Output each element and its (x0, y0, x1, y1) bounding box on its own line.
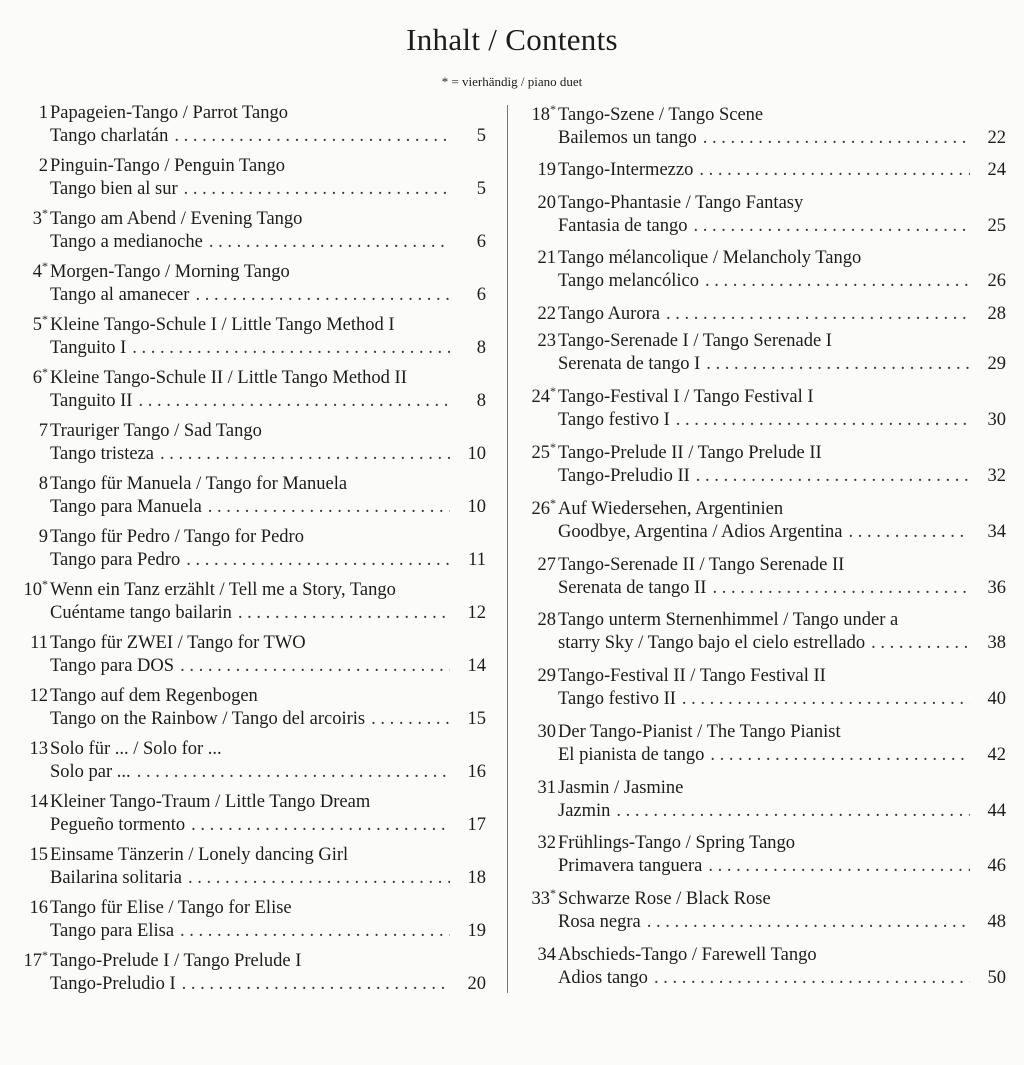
duet-legend: * = vierhändig / piano duet (441, 74, 583, 89)
dot-leader (371, 708, 450, 731)
entry-subtitle: Tango melancólico (558, 271, 699, 291)
entry-number: 33* (531, 885, 556, 909)
toc-entry (14, 738, 486, 784)
toc-entry (14, 844, 486, 890)
entry-number: 21 (537, 248, 556, 268)
duet-marker: * (550, 101, 556, 116)
entry-number: 31 (537, 778, 556, 798)
entry-subtitle: Jazmin (558, 801, 611, 821)
page-number: 29 (987, 354, 1006, 374)
toc-entry (14, 258, 486, 307)
page-number: 18 (467, 868, 486, 888)
entry-title: Abschieds-Tango / Farewell Tango (558, 945, 817, 965)
dot-leader (647, 911, 970, 934)
entry-subtitle: Tango tristeza (50, 444, 155, 464)
dot-leader (195, 284, 450, 307)
entry-title: Papageien-Tango / Parrot Tango (50, 103, 289, 123)
entry-subtitle: Bailarina solitaria (50, 868, 183, 888)
toc-entry (522, 665, 1006, 711)
entry-number: 28 (537, 610, 556, 630)
duet-marker: * (42, 364, 48, 379)
column-divider (507, 105, 508, 993)
entry-title: Der Tango-Pianist / The Tango Pianist (558, 722, 841, 742)
page-number: 34 (987, 522, 1006, 542)
entry-subtitle: Pegueño tormento (50, 815, 186, 835)
page-number: 14 (467, 656, 486, 676)
duet-marker: * (42, 947, 48, 962)
entry-subtitle: Goodbye, Argentina / Adios Argentina (558, 522, 843, 542)
entry-number: 5* (32, 311, 48, 335)
toc-entry (522, 439, 1006, 488)
page-number: 24 (987, 160, 1006, 180)
entry-title: Tango-Festival I / Tango Festival I (558, 387, 814, 407)
page-number: 8 (476, 391, 486, 411)
entry-subtitle: Tango-Preludio I (50, 974, 176, 994)
entry-title: Tango für ZWEI / Tango for TWO (50, 633, 306, 653)
entry-number: 29 (537, 666, 556, 686)
page-number: 30 (987, 410, 1006, 430)
dot-leader (208, 496, 450, 519)
page-number: 16 (467, 762, 486, 782)
page-number: 46 (987, 856, 1006, 876)
page-number: 6 (476, 285, 486, 305)
dot-leader (180, 920, 450, 943)
duet-marker: * (42, 258, 48, 273)
entry-title: Jasmin / Jasmine (558, 778, 684, 798)
page-number: 26 (987, 271, 1006, 291)
toc-entry (522, 609, 1006, 655)
entry-title: Tango für Pedro / Tango for Pedro (50, 527, 304, 547)
toc-entry (522, 777, 1006, 823)
entry-subtitle: Tango al amanecer (50, 285, 190, 305)
entry-subtitle: Cuéntame tango bailarin (50, 603, 232, 623)
entry-subtitle: Tango festivo II (558, 689, 676, 709)
toc-entry (14, 947, 486, 996)
dot-leader (706, 353, 970, 376)
toc-entry (14, 205, 486, 254)
duet-marker: * (550, 495, 556, 510)
toc-entry (522, 247, 1006, 293)
entry-subtitle: Tango on the Rainbow / Tango del arcoiris (50, 709, 366, 729)
duet-marker: * (550, 383, 556, 398)
entry-title: Kleine Tango-Schule II / Little Tango Method II (50, 368, 407, 388)
page-number: 20 (467, 974, 486, 994)
dot-leader (180, 655, 450, 678)
toc-entry (522, 383, 1006, 432)
entry-number: 19 (537, 160, 556, 180)
entry-subtitle: Tango festivo I (558, 410, 670, 430)
toc-entry (14, 364, 486, 413)
dot-leader (186, 549, 450, 572)
entry-title: Tango-Prelude II / Tango Prelude II (558, 443, 822, 463)
toc-entry (14, 791, 486, 837)
page-number: 40 (987, 689, 1006, 709)
entry-subtitle: Tango para Manuela (50, 497, 202, 517)
page-number: 48 (987, 912, 1006, 932)
dot-leader (137, 761, 450, 784)
toc-entry (522, 554, 1006, 600)
page-number: 5 (476, 179, 486, 199)
entry-title: Tango-Szene / Tango Scene (558, 105, 764, 125)
toc-entry (522, 495, 1006, 544)
entry-title: Tango Aurora (558, 304, 660, 324)
entry-number: 27 (537, 555, 556, 575)
entry-title: Auf Wiedersehen, Argentinien (558, 499, 784, 519)
dot-leader (188, 867, 450, 890)
entry-number: 34 (537, 945, 556, 965)
entry-title: Wenn ein Tanz erzählt / Tell me a Story, Tango (50, 580, 396, 600)
dot-leader (676, 409, 970, 432)
entry-number: 4* (32, 258, 48, 282)
page-number: 25 (987, 216, 1006, 236)
entry-number: 13 (29, 739, 48, 759)
entry-number: 15 (29, 845, 48, 865)
page-number: 12 (467, 603, 486, 623)
entry-subtitle: Solo par ... (50, 762, 131, 782)
dot-leader (708, 855, 970, 878)
entry-number: 32 (537, 833, 556, 853)
toc-entry (522, 101, 1006, 150)
entry-subtitle: Fantasia de tango (558, 216, 688, 236)
page-number: 10 (467, 497, 486, 517)
entry-number: 12 (29, 686, 48, 706)
entry-title: Morgen-Tango / Morning Tango (50, 262, 290, 282)
entry-number: 1 (38, 103, 48, 123)
entry-title: Tango unterm Sternenhimmel / Tango under a (558, 610, 899, 630)
entry-title: Tango-Serenade I / Tango Serenade I (558, 331, 832, 351)
entry-number: 30 (537, 722, 556, 742)
toc-entry (14, 155, 486, 201)
entry-title: Frühlings-Tango / Spring Tango (558, 833, 796, 853)
dot-leader (654, 967, 970, 990)
entry-subtitle: Tango charlatán (50, 126, 169, 146)
entry-subtitle: Rosa negra (558, 912, 641, 932)
page-number: 32 (987, 466, 1006, 486)
page-number: 38 (987, 633, 1006, 653)
entry-subtitle: Tango para Elisa (50, 921, 175, 941)
duet-marker: * (550, 885, 556, 900)
entry-subtitle: Tanguito II (50, 391, 133, 411)
dot-leader (712, 577, 970, 600)
page-title: Inhalt / Contents (406, 22, 618, 57)
entry-subtitle: Bailemos un tango (558, 128, 697, 148)
page-number: 44 (987, 801, 1006, 821)
page-number: 8 (476, 338, 486, 358)
entry-subtitle: Serenata de tango I (558, 354, 701, 374)
page-number: 50 (987, 968, 1006, 988)
dot-leader (710, 744, 970, 767)
entry-number: 9 (38, 527, 48, 547)
entry-title: Pinguin-Tango / Penguin Tango (50, 156, 285, 176)
toc-entry (522, 330, 1006, 376)
entry-title: Tango-Serenade II / Tango Serenade II (558, 555, 845, 575)
entry-title: Solo für ... / Solo for ... (50, 739, 222, 759)
page-number: 17 (467, 815, 486, 835)
entry-subtitle: Adios tango (558, 968, 648, 988)
entry-subtitle: Tango para Pedro (50, 550, 181, 570)
page-number: 19 (467, 921, 486, 941)
entry-number: 7 (38, 421, 48, 441)
toc-entry (14, 311, 486, 360)
dot-leader (696, 465, 970, 488)
page-number: 22 (987, 128, 1006, 148)
dot-leader (703, 127, 970, 150)
entry-number: 3* (32, 205, 48, 229)
entry-title: Einsame Tänzerin / Lonely dancing Girl (50, 845, 349, 865)
entry-number: 26* (531, 495, 556, 519)
dot-leader (682, 688, 970, 711)
duet-marker: * (42, 205, 48, 220)
duet-marker: * (42, 576, 48, 591)
page-number: 5 (476, 126, 486, 146)
toc-entry (14, 685, 486, 731)
page-number: 6 (476, 232, 486, 252)
entry-number: 10* (23, 576, 48, 600)
dot-leader (191, 814, 450, 837)
entry-title: Schwarze Rose / Black Rose (558, 889, 771, 909)
entry-subtitle: Tango para DOS (50, 656, 175, 676)
entry-subtitle: Tango-Preludio II (558, 466, 690, 486)
entry-number: 16 (29, 898, 48, 918)
duet-marker: * (42, 311, 48, 326)
page-number: 28 (987, 304, 1006, 324)
toc-entry (522, 192, 1006, 238)
toc-entry (14, 102, 486, 148)
dot-leader (693, 215, 970, 238)
entry-title: Kleiner Tango-Traum / Little Tango Dream (50, 792, 371, 812)
dot-leader (666, 303, 970, 326)
page-number: 10 (467, 444, 486, 464)
toc-entry (14, 526, 486, 572)
toc-entry (522, 832, 1006, 878)
entry-title: Tango-Phantasie / Tango Fantasy (558, 193, 804, 213)
entry-title: Tango auf dem Regenbogen (50, 686, 258, 706)
toc-entry (14, 576, 486, 625)
entry-subtitle: Primavera tanguera (558, 856, 703, 876)
entry-title: Tango für Elise / Tango for Elise (50, 898, 292, 918)
toc-entry (14, 420, 486, 466)
dot-leader (160, 443, 450, 466)
entry-number: 2 (38, 156, 48, 176)
entry-number: 18* (531, 101, 556, 125)
entry-title: Tango am Abend / Evening Tango (50, 209, 303, 229)
entry-subtitle: starry Sky / Tango bajo el cielo estrellado (558, 633, 866, 653)
dot-leader (184, 178, 450, 201)
dot-leader (871, 632, 970, 655)
entry-title: Tango für Manuela / Tango for Manuela (50, 474, 348, 494)
entry-number: 24* (531, 383, 556, 407)
dot-leader (238, 602, 450, 625)
entry-subtitle: Tango bien al sur (50, 179, 178, 199)
entry-number: 14 (29, 792, 48, 812)
entry-number: 25* (531, 439, 556, 463)
entry-number: 8 (38, 474, 48, 494)
dot-leader (132, 337, 450, 360)
entry-subtitle: El pianista de tango (558, 745, 705, 765)
entry-number: 11 (30, 633, 48, 653)
entry-number: 22 (537, 304, 556, 324)
dot-leader (705, 270, 970, 293)
entry-number: 6* (32, 364, 48, 388)
entry-subtitle: Tanguito I (50, 338, 127, 358)
entry-title: Tango-Festival II / Tango Festival II (558, 666, 826, 686)
entry-title: Trauriger Tango / Sad Tango (50, 421, 262, 441)
entry-subtitle: Serenata de tango II (558, 578, 707, 598)
page-number: 42 (987, 745, 1006, 765)
toc-entry (522, 721, 1006, 767)
page-number: 11 (468, 550, 486, 570)
toc-entry (14, 473, 486, 519)
entry-title: Kleine Tango-Schule I / Little Tango Method I (50, 315, 395, 335)
entry-number: 23 (537, 331, 556, 351)
dot-leader (138, 390, 450, 413)
dot-leader (699, 159, 970, 182)
toc-entry (522, 159, 1006, 182)
dot-leader (174, 125, 450, 148)
toc-entry (14, 632, 486, 678)
page-number: 15 (467, 709, 486, 729)
dot-leader (616, 800, 970, 823)
dot-leader (182, 973, 450, 996)
toc-entry (522, 885, 1006, 934)
duet-marker: * (550, 439, 556, 454)
dot-leader (209, 231, 450, 254)
entry-title: Tango mélancolique / Melancholy Tango (558, 248, 862, 268)
entry-title: Tango-Intermezzo (558, 160, 694, 180)
toc-entry (14, 897, 486, 943)
entry-title: Tango-Prelude I / Tango Prelude I (50, 951, 302, 971)
entry-subtitle: Tango a medianoche (50, 232, 203, 252)
page-number: 36 (987, 578, 1006, 598)
entry-number: 20 (537, 193, 556, 213)
toc-entry (522, 303, 1006, 326)
entry-number: 17* (23, 947, 48, 971)
toc-entry (522, 944, 1006, 990)
dot-leader (849, 521, 970, 544)
